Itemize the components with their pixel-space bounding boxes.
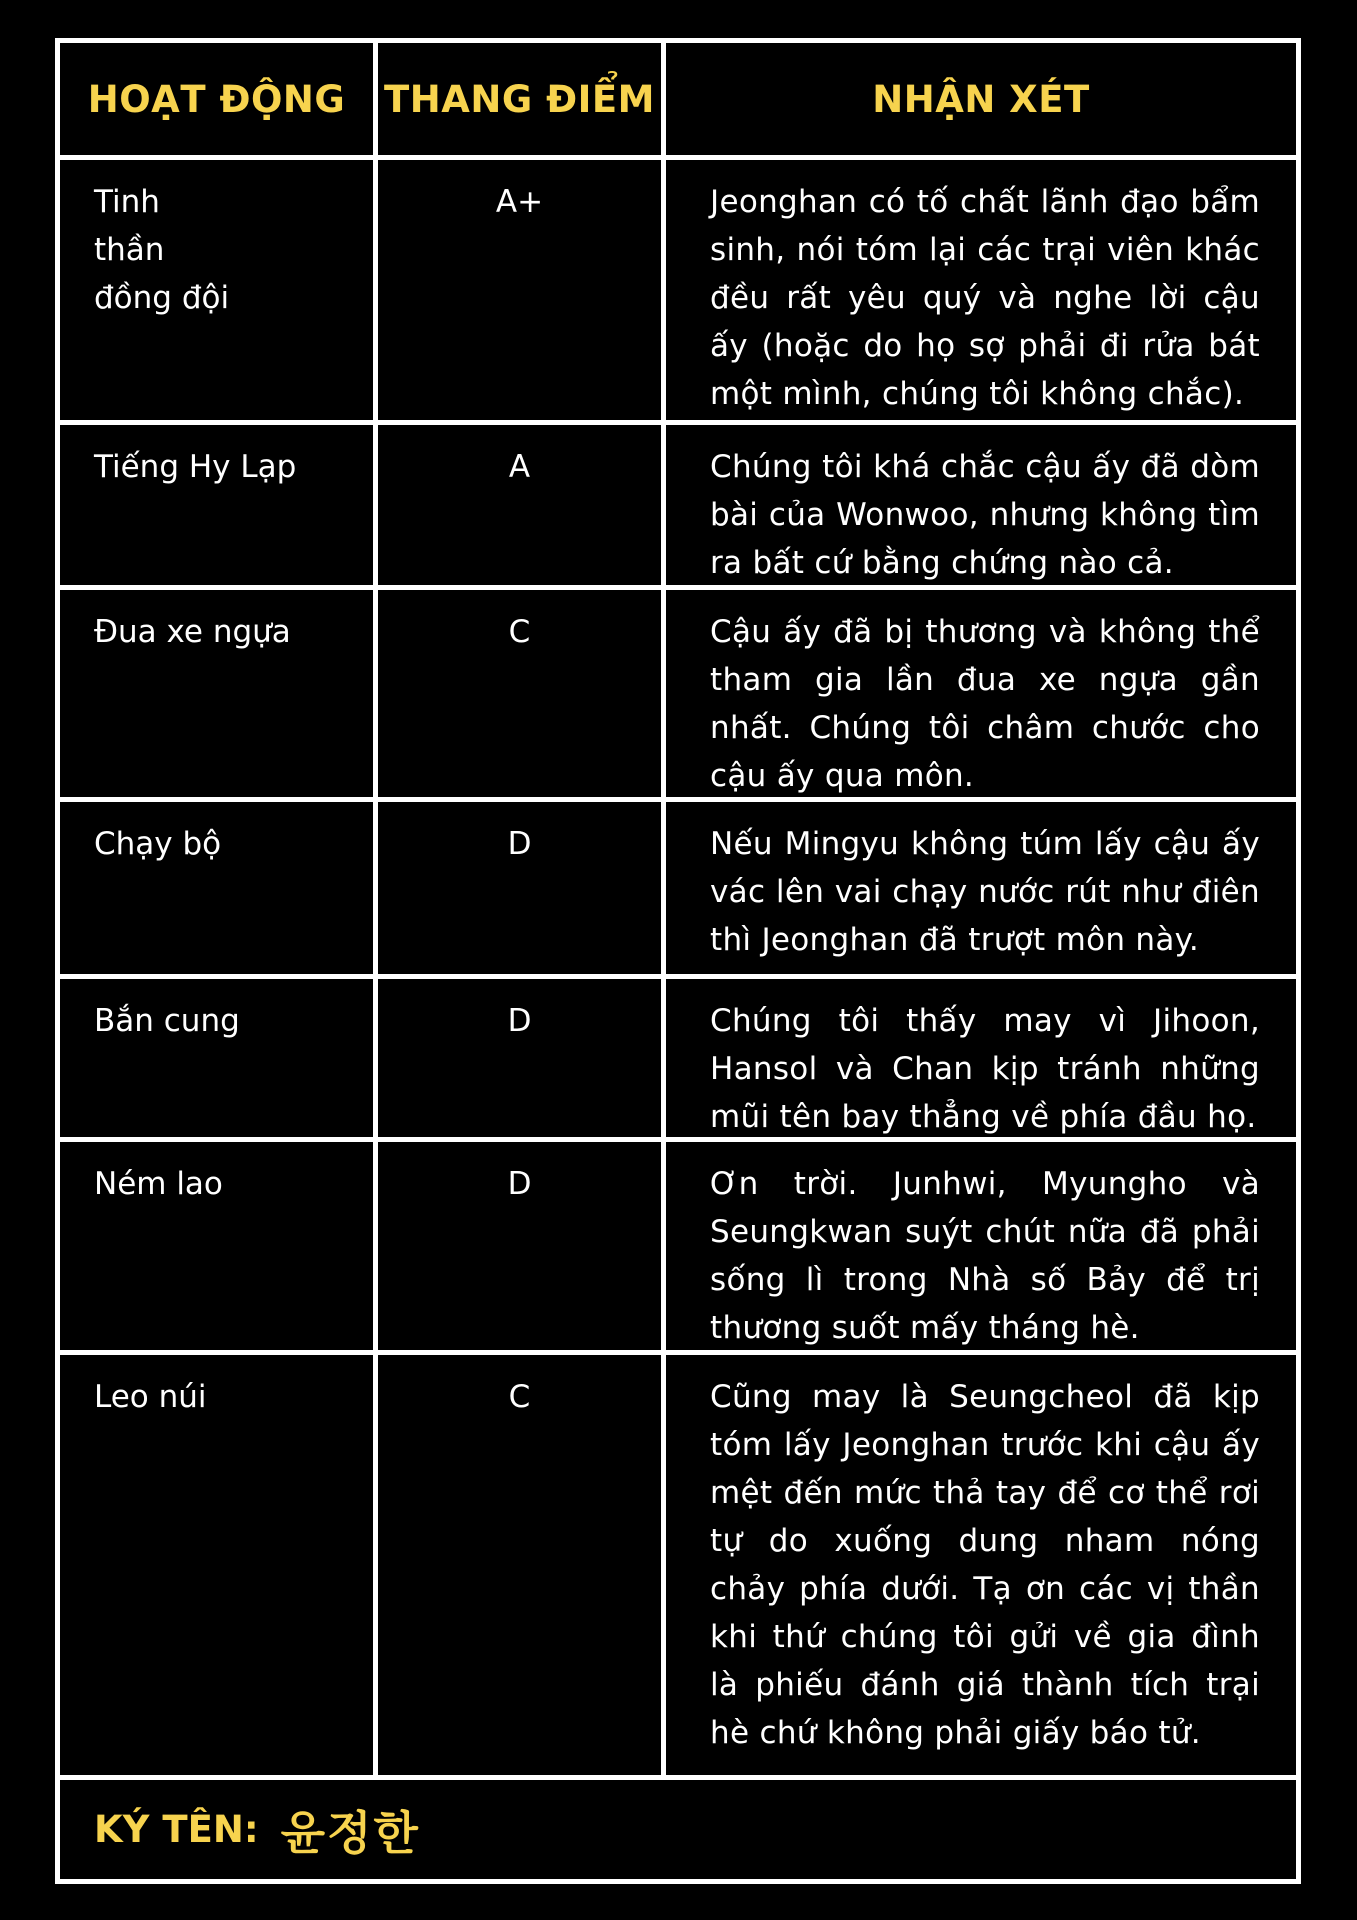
- row-activity: Đua xe ngựa: [94, 614, 291, 650]
- signature-label: KÝ TÊN:: [94, 1808, 259, 1851]
- header-activity: HOẠT ĐỘNG: [87, 77, 346, 121]
- row-comment: Chúng tôi thấy may vì Jihoon, Hansol và Chan kịp tránh những mũi tên bay thẳng về phía đầu họ.: [710, 1003, 1260, 1135]
- row-comment: Chúng tôi khá chắc cậu ấy đã dòm bài của Wonwoo, nhưng không tìm ra bất cứ bằng chứng nào cả.: [710, 449, 1260, 581]
- row-grade: A: [508, 449, 531, 485]
- row-comment: Nếu Mingyu không túm lấy cậu ấy vác lên vai chạy nước rút như điên thì Jeonghan đã trượt môn này.: [710, 826, 1260, 958]
- row-activity: Chạy bộ: [94, 826, 222, 862]
- signature-row: [60, 1780, 1296, 1879]
- header-grade: THANG ĐIỂM: [384, 77, 655, 121]
- row-comment: Cũng may là Seungcheol đã kịp tóm lấy Jeonghan trước khi cậu ấy mệt đến mức thả tay để cơ thể rơi tự do xuống dung nham nóng chảy phía dưới. Tạ ơn các vị thần khi thứ chúng tôi gửi về gia đình là phiếu đánh giá thành tích trại hè chứ không phải giấy báo tử.: [710, 1379, 1260, 1751]
- row-activity: Tiếng Hy Lạp: [94, 449, 297, 485]
- row-grade: C: [508, 614, 531, 650]
- evaluation-table: [55, 38, 1301, 1884]
- row-activity: Tinh thần đồng đội: [94, 184, 230, 316]
- row-activity: Leo núi: [94, 1379, 207, 1415]
- row-grade: D: [507, 1166, 532, 1202]
- row-comment: Jeonghan có tố chất lãnh đạo bẩm sinh, nói tóm lại các trại viên khác đều rất yêu quý và nghe lời cậu ấy (hoặc do họ sợ phải đi rửa bát một mình, chúng tôi không chắc).: [710, 184, 1260, 412]
- row-grade: D: [507, 826, 532, 862]
- row-grade: A+: [495, 184, 544, 220]
- row-activity: Ném lao: [94, 1166, 223, 1202]
- row-comment: Ơn trời. Junhwi, Myungho và Seungkwan suýt chút nữa đã phải sống lì trong Nhà số Bảy để trị thương suốt mấy tháng hè.: [710, 1166, 1260, 1346]
- row-grade: D: [507, 1003, 532, 1039]
- row-comment: Cậu ấy đã bị thương và không thể tham gia lần đua xe ngựa gần nhất. Chúng tôi châm chước cho cậu ấy qua môn.: [710, 614, 1260, 794]
- header-comment: NHẬN XÉT: [872, 77, 1090, 121]
- row-activity: Bắn cung: [94, 1003, 240, 1039]
- row-grade: C: [508, 1379, 531, 1415]
- signature-name: 윤정한: [280, 1805, 420, 1860]
